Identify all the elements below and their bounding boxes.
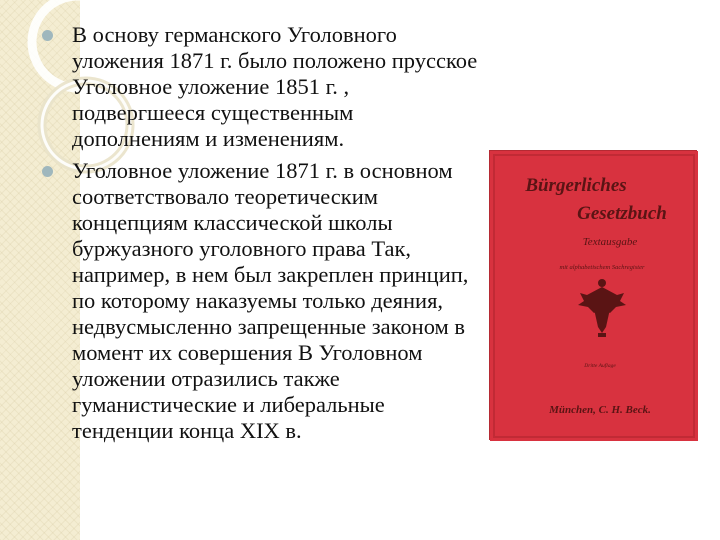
- book-small-line: mit alphabetischem Sachregister: [559, 264, 645, 271]
- book-title-line1: Bürgerliches: [525, 175, 627, 196]
- bullet-text: В основу германского Уголовного уложения 1871 г. было положено прусское Уголовное уложение 1851 г. , подвергшееся существенным дополнениям и изменениям.: [72, 22, 478, 151]
- bullet-dot-icon: [42, 30, 53, 41]
- book-title-line2: Gesetzbuch: [577, 203, 667, 224]
- book-publisher: München, C. H. Beck.: [549, 404, 651, 416]
- book-edition: Dritte Auflage: [584, 363, 616, 369]
- book-subtitle: Textausgabe: [582, 236, 638, 248]
- bullet-text: Уголовное уложение 1871 г. в основном соответствовало теоретическим концепциям классической школы буржуазного уголовного права Так, например, в нем был закреплен принцип, по которому наказуемы только деяния, недвусмысленно запрещенные законом в момент их совершения В Уголовном уложении отразились также гуманистические и либеральные тенденции конца XIX в.: [72, 158, 469, 443]
- book-cover-art: [490, 151, 698, 441]
- bullet-dot-icon: [42, 166, 53, 177]
- bullet-item: [36, 158, 486, 444]
- slide-text: [36, 22, 486, 450]
- book-cover-image: [489, 150, 697, 440]
- bullet-item: [36, 22, 486, 152]
